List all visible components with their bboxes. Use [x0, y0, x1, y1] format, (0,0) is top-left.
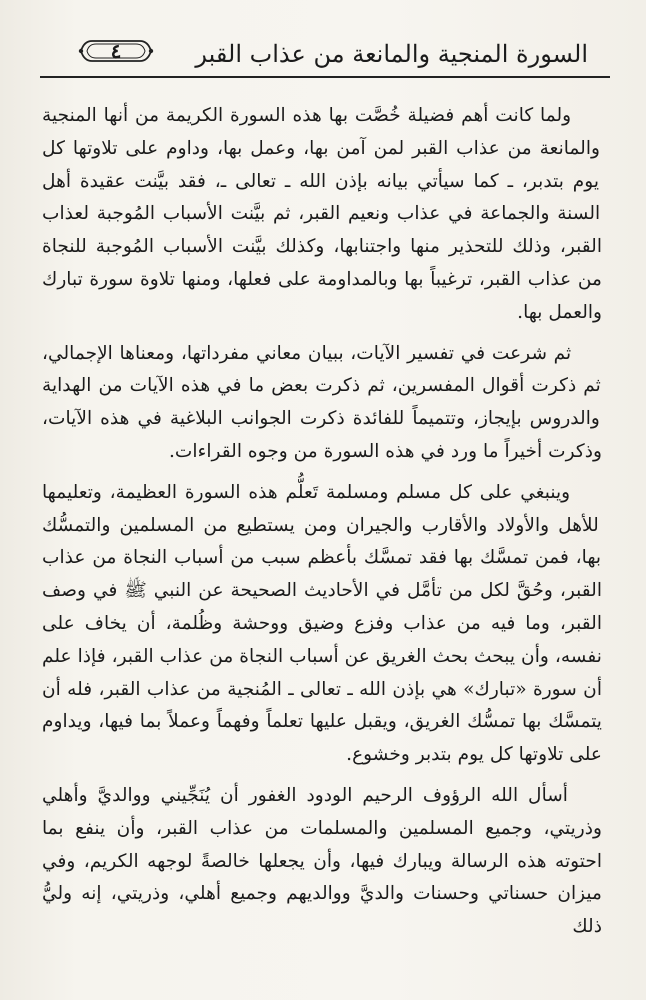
line: للنجاة من عذاب القبر، ترغيباً بها وبالمداومة على فعلها، ومنها تلاوة سورة — [42, 236, 602, 290]
line: للأهل والأولاد والأقارب والجيران ومن يستطيع من المسلمين والتمسُّك — [42, 514, 599, 536]
running-title: السورة المنجية والمانعة من عذاب القبر — [195, 40, 588, 68]
line: القبر، وذلك للتحذير منها واجتنابها، وكذلك بيَّنت الأسباب المُوجبة — [86, 236, 602, 258]
line: هذه الرسالة ويبارك فيها، وأن يجعلها خالصةً لوجهه الكريم، وفي ميزان — [42, 850, 603, 905]
line: السنة والجماعة في عذاب ونعيم القبر، ثم بيَّنت الأسباب المُوجبة لعذاب — [42, 203, 601, 225]
line: وينبغي على كل مسلم ومسلمة تَعلُّم هذه السورة العظيمة، وتعليمها — [42, 481, 571, 503]
line: ثم ذكرت أقوال المفسرين، ثم ذكرت بعض ما في هذه الآيات من الهداية — [42, 375, 601, 397]
header-rule — [40, 76, 610, 78]
line: أسأل الله الرؤوف الرحيم الودود الغفور أن يُنَجِّيني ووالديَّ وأهلي — [42, 784, 568, 806]
line: حسناتي وحسنات والديَّ ووالديهم وجميع أهلي، وذريتي، إنه وليُّ ذلك — [42, 883, 602, 938]
paragraph-4 — [42, 780, 602, 944]
body-text — [42, 100, 602, 952]
line: ثم شرعت في تفسير الآيات، ببيان معاني مفرداتها، ومعناها الإجمالي، — [42, 342, 572, 364]
page-number: ٤ — [110, 39, 122, 63]
line: والدروس بإيجاز، وتتميماً للفائدة ذكرت الجوانب البلاغية في هذه الآيات، — [42, 408, 600, 430]
paragraph-3 — [42, 477, 602, 772]
line: فإذا علم أن سورة «تبارك» هي بإذن الله ـ تعالى ـ المُنجية من عذاب — [42, 645, 602, 700]
line: والمانعة من عذاب القبر لمن آمن بها، وعمل بها، وداوم على تلاوتها كل — [42, 137, 600, 159]
line: وذريتي، وجميع المسلمين والمسلمات من عذاب القبر، وأن ينفع بما احتوته — [42, 817, 602, 872]
line: ولما كانت أهم فضيلة خُصَّت بها هذه السورة الكريمة من أنها المنجية — [42, 105, 572, 126]
line: القبر، فله أن يتمسَّك بها تمسُّك الغريق، ويقبل عليها تعلماً وفهماً وعملاً — [42, 678, 602, 733]
line: بها، فمن تمسَّك بها فقد تمسَّك بأعظم سبب من أسباب النجاة من عذاب — [42, 547, 602, 569]
line: على نفسه، وأن يبحث بحث الغريق عن أسباب النجاة من عذاب القبر، — [42, 612, 602, 667]
running-head — [40, 30, 610, 82]
page-number-ornament — [78, 38, 154, 64]
paragraph-2 — [42, 338, 602, 469]
paragraph-1 — [42, 100, 602, 330]
line: وذكرت أخيراً ما ورد في هذه السورة من وجوه القراءات. — [169, 440, 602, 462]
line: يوم بتدبر، ـ كما سيأتي بيانه بإذن الله ـ تعالى ـ، فقد بيَّنت عقيدة أهل — [42, 170, 600, 192]
line: القبر، وحُقَّ لكل من تأمَّل في الأحاديث الصحيحة عن النبي ﷺ في — [86, 580, 602, 602]
line: وصف القبر، وما فيه من عذاب وفزع وضيق ووحشة وظُلمة، أن يخاف — [42, 580, 602, 634]
line: بما فيها، ويداوم على تلاوتها كل يوم بتدبر وخشوع. — [42, 711, 602, 766]
line: تبارك والعمل بها. — [42, 268, 602, 323]
